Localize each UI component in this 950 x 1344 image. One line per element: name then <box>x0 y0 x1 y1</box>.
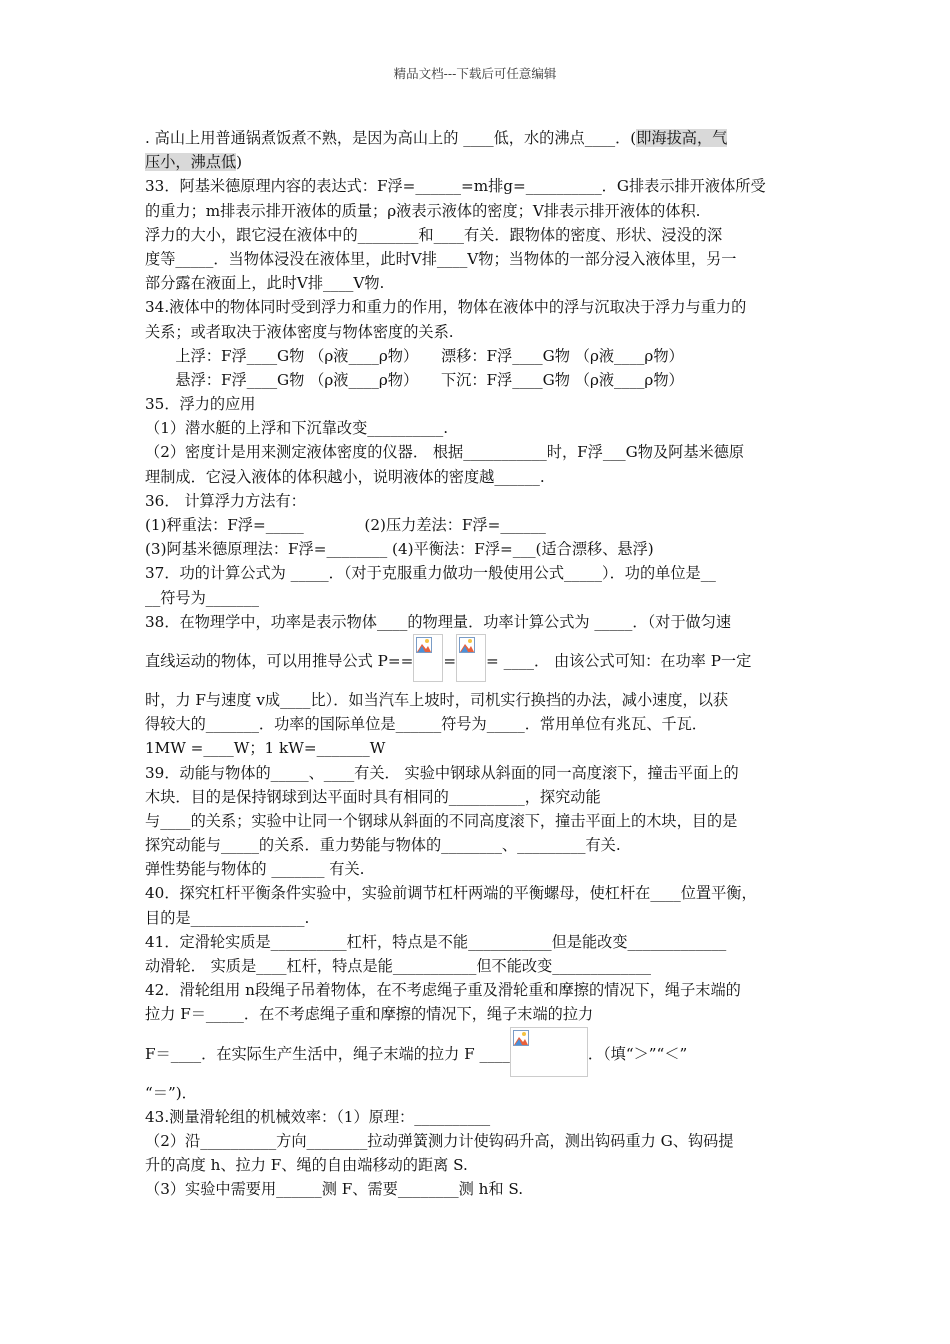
text-line: (1)秤重法：F浮=_____ (2)压力差法：F浮=______ <box>145 516 546 534</box>
text-line: “＝”)． <box>145 1083 197 1102</box>
text-line: 度等_____．当物体浸没在液体里，此时V排____V物；当物体的一部分浸入液体里，另一 <box>145 249 737 268</box>
text-line: （2）密度计是用来测定液体密度的仪器． 根据___________时，F浮___G物及阿基米德原 <box>145 443 745 462</box>
text-line: 38．在物理学中，功率是表示物体____的物理量．功率计算公式为 _____．（对于做匀速 <box>145 612 732 631</box>
text-line: 木块．目的是保持钢球到达平面时具有相同的__________，探究动能 <box>145 787 601 806</box>
text-line: (3)阿基米德原理法：F浮=________ (4)平衡法：F浮=___(适合漂移、悬浮) <box>145 540 654 559</box>
formula-image-icon <box>413 634 443 682</box>
text-line: 42．滑轮组用 n段绳子吊着物体，在不考虑绳子重及滑轮重和摩擦的情况下，绳子末端的 <box>145 981 741 1000</box>
text-line: 35．浮力的应用 <box>145 395 256 414</box>
text-line: 43.测量滑轮组的机械效率：（1）原理：__________ <box>145 1107 491 1126</box>
text-line: 关系；或者取决于液体密度与物体密度的关系. <box>145 322 454 341</box>
text-line: 37．功的计算公式为 _____．（对于克服重力做功一般使用公式_____）．功的单位是__ <box>145 564 716 583</box>
text-line: 理制成．它浸入液体的体积越小，说明液体的密度越______. <box>145 467 545 486</box>
text-line: 动滑轮． 实质是____杠杆，特点是能___________但不能改变_____________ <box>145 957 652 975</box>
formula-line: F＝____．在实际生产生活中，绳子末端的拉力 F ____ ．（填“＞”“＜” <box>145 1027 813 1081</box>
text-line: 41．定滑轮实质是__________杠杆，特点是不能___________但是能改变_____________ <box>145 932 727 951</box>
text-line: 33．阿基米德原理内容的表达式：F浮=______=m排g=__________．G排表示排开液体所受 <box>145 177 766 196</box>
formula-line: 直线运动的物体，可以用推导公式 P== = = ____． 由该公式可知：在功率 P一定 <box>145 634 813 688</box>
highlighted-answer: 压小，沸点低 <box>145 153 237 172</box>
text-line: 拉力 F＝_____．在不考虑绳子重和摩擦的情况下，绳子末端的拉力 <box>145 1005 594 1024</box>
text-line: （2）沿__________方向________拉动弹簧测力计使钩码升高，测出钩码重力 G、钩码提 <box>145 1131 734 1150</box>
text-line: 悬浮：F浮____G物 （ρ液____ρ物） 下沉：F浮____G物 （ρ液____ρ物） <box>145 370 684 389</box>
text-line: . 高山上用普通锅煮饭煮不熟，是因为高山上的 ____低，水的沸点____．(即海拔高，气 <box>145 129 728 147</box>
text-line: （3）实验中需要用______测 F、需要________测 h和 S. <box>145 1180 524 1199</box>
text-line: 弹性势能与物体的 _______ 有关. <box>145 860 365 879</box>
highlighted-answer: 即海拔高，气 <box>636 129 728 147</box>
text-line: __符号为_______ <box>145 588 259 607</box>
text-line: 压小，沸点低) <box>145 153 243 172</box>
text-line: （1）潜水艇的上浮和下沉靠改变__________. <box>145 419 449 438</box>
text-line: 1MW =____W；1 kW=_______W <box>145 739 386 758</box>
text-line: 时，力 F与速度 v成____比）．如当汽车上坡时，司机实行换挡的办法，减小速度，以获 <box>145 690 729 709</box>
text-line: 36． 计算浮力方法有： <box>145 491 306 510</box>
page-header: 精品文档---下载后可任意编辑 <box>393 66 557 81</box>
text-line: 34.液体中的物体同时受到浮力和重力的作用，物体在液体中的浮与沉取决于浮力与重力的 <box>145 298 747 317</box>
text-line: 的重力；m排表示排开液体的质量；ρ液表示液体的密度；V排表示排开液体的体积. <box>145 201 701 220</box>
text-line: 浮力的大小，跟它浸在液体中的________和____有关．跟物体的密度、形状、浸没的深 <box>145 225 723 244</box>
document-body <box>145 126 813 1202</box>
text-line: 40．探究杠杆平衡条件实验中，实验前调节杠杆两端的平衡螺母，使杠杆在____位置平衡， <box>145 884 757 903</box>
text-line: 升的高度 h、拉力 F、绳的自由端移动的距离 S. <box>145 1156 468 1175</box>
formula-image-icon <box>510 1027 588 1077</box>
text-line: 探究动能与_____的关系．重力势能与物体的________、_________有关. <box>145 836 621 855</box>
text-line: 得较大的_______．功率的国际单位是______符号为_____．常用单位有兆瓦、千瓦． <box>145 715 707 734</box>
text-line: 目的是_______________. <box>145 908 310 927</box>
text-line: 部分露在液面上，此时V排____V物. <box>145 274 385 293</box>
text-line: 上浮：F浮____G物 （ρ液____ρ物） 漂移：F浮____G物 （ρ液____ρ物） <box>145 346 684 365</box>
text-line: 与____的关系；实验中让同一个钢球从斜面的不同高度滚下，撞击平面上的木块，目的是 <box>145 811 738 830</box>
formula-image-icon <box>456 634 486 682</box>
text-line: 39．动能与物体的_____、____有关． 实验中钢球从斜面的同一高度滚下，撞击平面上的 <box>145 763 739 782</box>
